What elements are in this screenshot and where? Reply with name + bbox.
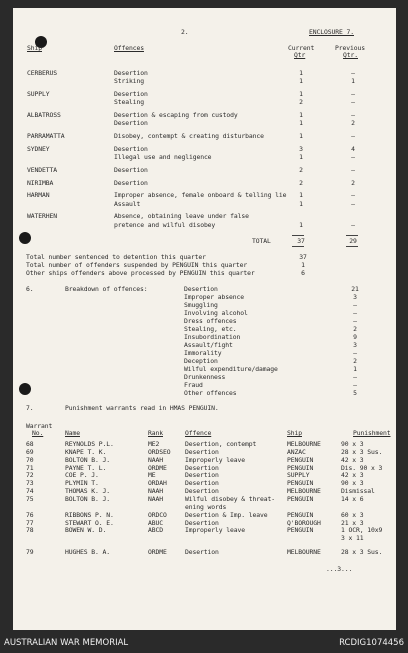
- punishment: 3 x 11: [341, 534, 364, 543]
- offence-category-count: 3: [353, 341, 357, 349]
- offence-text: Striking: [114, 77, 144, 86]
- warrant-no: 77: [26, 518, 34, 527]
- offender-ship: PENGUIN: [287, 463, 314, 472]
- previous-count: –: [351, 199, 355, 208]
- punch-hole: [19, 232, 31, 244]
- offender-rank: NAAH: [148, 494, 163, 503]
- offence-text: Absence, obtaining leave under false: [114, 212, 249, 221]
- offence-description: Desertion: [185, 487, 219, 496]
- offence-text: Desertion: [114, 144, 148, 153]
- col-header-offences: Offences: [114, 44, 144, 52]
- offender-name: KNAPE T. K.: [65, 447, 107, 456]
- current-count: 2: [299, 165, 303, 174]
- offence-text: Desertion: [114, 165, 148, 174]
- offence-description: Desertion: [185, 471, 219, 480]
- punishment: 21 x 3: [341, 518, 364, 527]
- punishment: Dis. 90 x 3: [341, 463, 383, 472]
- total-rule-current: [292, 235, 304, 236]
- current-count: 1: [299, 119, 303, 128]
- offender-name: BOLTON B. J.: [65, 455, 110, 464]
- current-count: 1: [299, 191, 303, 200]
- offender-ship: PENGUIN: [287, 494, 314, 503]
- offender-ship: MELBOURNE: [287, 440, 321, 448]
- offender-rank: NAAH: [148, 455, 163, 464]
- offence-category: Drunkenness: [184, 373, 226, 381]
- continuation-marker: ...3...: [326, 565, 353, 573]
- punishment: 90 x 3: [341, 479, 364, 488]
- offence-text: Desertion: [114, 90, 148, 98]
- ship-name: WATERHEN: [27, 212, 57, 221]
- offence-category-count: –: [353, 317, 357, 325]
- offence-text: pretence and wilful disobey: [114, 220, 216, 229]
- offence-category: Improper absence: [184, 293, 244, 301]
- current-count: 1: [299, 90, 303, 98]
- offender-name: PAYNE T. L.: [65, 463, 107, 472]
- enclosure-label: ENCLOSURE 7.: [309, 28, 354, 36]
- offender-rank: ORDAH: [148, 479, 167, 488]
- warrant-no: 72: [26, 471, 34, 480]
- total-underline-previous: [346, 246, 358, 247]
- previous-count: –: [351, 191, 355, 200]
- offender-rank: ORDME: [148, 463, 167, 472]
- previous-count: 4: [351, 144, 355, 153]
- col-header-previous-2: Qtr.: [343, 51, 358, 59]
- col-header-rank: Rank: [148, 429, 163, 437]
- punishment: 28 x 3 Sus.: [341, 548, 383, 557]
- previous-count: –: [351, 153, 355, 161]
- offender-rank: ORDME: [148, 548, 167, 557]
- offence-category: Involving alcohol: [184, 309, 248, 317]
- col-header-ship: Ship: [27, 44, 42, 52]
- previous-count: 2: [351, 178, 355, 187]
- current-count: 1: [299, 69, 303, 77]
- offence-text: Improper absence, female onboard & telling lie: [114, 191, 287, 200]
- offence-text: Illegal use and negligence: [114, 153, 212, 161]
- offender-rank: ABCD: [148, 526, 163, 535]
- current-count: 3: [299, 144, 303, 153]
- offence-category-count: 3: [353, 293, 357, 301]
- breakdown-number: 6.: [26, 285, 34, 293]
- offender-name: COE P. J.: [65, 471, 99, 480]
- offender-ship: PENGUIN: [287, 455, 314, 464]
- offence-category: Insubordination: [184, 333, 241, 341]
- offender-ship: MELBOURNE: [287, 548, 321, 557]
- offence-category: Assault/fight: [184, 341, 233, 349]
- offence-text: Disobey, contempt & creating disturbance: [114, 132, 264, 140]
- previous-count: 2: [351, 119, 355, 128]
- offender-name: RIBBONS P. N.: [65, 510, 114, 519]
- offence-category-count: –: [353, 309, 357, 317]
- previous-count: 1: [351, 77, 355, 86]
- ship-name: SYDNEY: [27, 144, 50, 153]
- offence-category: Other offences: [184, 389, 237, 397]
- warrant-no: 75: [26, 494, 34, 503]
- previous-count: –: [351, 132, 355, 140]
- ship-name: HARMAN: [27, 191, 50, 200]
- previous-count: –: [351, 98, 355, 107]
- offence-text: Desertion: [114, 69, 148, 77]
- current-count: 1: [299, 77, 303, 86]
- offence-category-count: 2: [353, 357, 357, 365]
- previous-count: –: [351, 90, 355, 98]
- offence-text: Stealing: [114, 98, 144, 107]
- punishment: 90 x 3: [341, 440, 364, 448]
- offence-description: Desertion: [185, 463, 219, 472]
- offence-text: Assault: [114, 199, 141, 208]
- offence-category: Desertion: [184, 285, 218, 293]
- punishment: 1 OCR, 10x9: [341, 526, 383, 535]
- offence-description: ening words: [185, 502, 227, 511]
- warrant-no: 68: [26, 440, 34, 448]
- offence-text: Desertion: [114, 178, 148, 187]
- total-underline-current: [292, 246, 304, 247]
- page-number: 2.: [181, 28, 189, 36]
- previous-count: –: [351, 220, 355, 229]
- current-count: 1: [299, 153, 303, 161]
- warrant-no: 69: [26, 447, 34, 456]
- offence-text: Desertion: [114, 119, 148, 128]
- offence-text: Desertion & escaping from custody: [114, 111, 238, 119]
- punishment: 14 x 6: [341, 494, 364, 503]
- col-header-warrant: Warrant: [26, 422, 53, 430]
- offender-name: PLYMIN T.: [65, 479, 99, 488]
- archive-footer: [0, 634, 408, 653]
- offence-category-count: 9: [353, 333, 357, 341]
- punishment: Dismissal: [341, 487, 375, 496]
- summary-value: 1: [301, 260, 305, 269]
- offender-ship: MELBOURNE: [287, 487, 321, 496]
- offence-category: Dress offences: [184, 317, 237, 325]
- warrant-no: 76: [26, 510, 34, 519]
- ship-name: SUPPLY: [27, 90, 50, 98]
- offence-description: Improperly leave: [185, 455, 245, 464]
- offence-description: Improperly leave: [185, 526, 245, 535]
- ship-name: VENDETTA: [27, 165, 57, 174]
- summary-label: Total number sentenced to detention this quarter: [26, 253, 206, 261]
- offender-ship: ANZAC: [287, 447, 306, 456]
- summary-label: Total number of offenders suspended by PENGUIN this quarter: [26, 260, 248, 269]
- current-count: 1: [299, 132, 303, 140]
- offence-category-count: –: [353, 349, 357, 357]
- punishment: 42 x 3: [341, 471, 364, 480]
- offence-description: Desertion: [185, 479, 219, 488]
- col-header-name: Name: [65, 429, 80, 437]
- offence-category: Wilful expenditure/damage: [184, 365, 278, 373]
- offender-name: THOMAS K. J.: [65, 487, 110, 496]
- offender-rank: ME2: [148, 440, 160, 448]
- offender-name: HUGHES B. A.: [65, 548, 110, 557]
- current-count: 1: [299, 199, 303, 208]
- punishment: 28 x 3 Sus.: [341, 447, 383, 456]
- ship-name: NIRIMBA: [27, 178, 54, 187]
- section-7-title: Punishment warrants read in HMAS PENGUIN.: [65, 404, 219, 412]
- summary-label: Other ships offenders above processed by PENGUIN this quarter: [26, 268, 255, 277]
- previous-count: –: [351, 69, 355, 77]
- offender-ship: PENGUIN: [287, 526, 314, 535]
- offender-rank: ORDSEO: [148, 447, 171, 456]
- col-header-current: Current: [288, 44, 315, 52]
- offence-category-count: 5: [353, 389, 357, 397]
- section-7-number: 7.: [26, 404, 34, 412]
- offender-ship: PENGUIN: [287, 479, 314, 488]
- col-header-no: No.: [32, 429, 44, 437]
- warrant-no: 73: [26, 479, 34, 488]
- offender-rank: ABUC: [148, 518, 163, 527]
- offence-category: Immorality: [184, 349, 222, 357]
- col-header-current-2: Qtr: [294, 51, 306, 59]
- total-label: TOTAL: [252, 237, 271, 246]
- summary-value: 37: [299, 253, 307, 261]
- offence-description: Desertion: [185, 518, 219, 527]
- archive-name: AUSTRALIAN WAR MEMORIAL: [4, 638, 129, 648]
- ship-name: ALBATROSS: [27, 111, 61, 119]
- current-count: 1: [299, 111, 303, 119]
- warrant-no: 70: [26, 455, 34, 464]
- offence-description: Wilful disobey & threat-: [185, 494, 275, 503]
- offence-category-count: –: [353, 373, 357, 381]
- punishment: 42 x 3: [341, 455, 364, 464]
- offence-category-count: 1: [353, 365, 357, 373]
- col-header-previous: Previous: [335, 44, 365, 52]
- offender-name: REYNOLDS P.L.: [65, 440, 114, 448]
- warrant-no: 74: [26, 487, 34, 496]
- offender-name: STEWART O. E.: [65, 518, 114, 527]
- offender-name: BOWEN W. D.: [65, 526, 107, 535]
- col-header-ship: Ship: [287, 429, 302, 437]
- offence-category-count: –: [353, 301, 357, 309]
- offence-category: Stealing, etc.: [184, 325, 237, 333]
- total-previous: 29: [349, 237, 357, 246]
- offence-description: Desertion: [185, 447, 219, 456]
- offence-category: Deception: [184, 357, 218, 365]
- offender-name: BOLTON B. J.: [65, 494, 110, 503]
- warrant-no: 71: [26, 463, 34, 472]
- warrant-no: 79: [26, 548, 34, 557]
- previous-count: –: [351, 165, 355, 174]
- col-header-punishment: Punishment: [353, 429, 391, 437]
- document-page: [13, 8, 396, 630]
- previous-count: –: [351, 111, 355, 119]
- summary-value: 6: [301, 268, 305, 277]
- offence-description: Desertion: [185, 548, 219, 557]
- ship-name: CERBERUS: [27, 69, 57, 77]
- offender-rank: NAAH: [148, 487, 163, 496]
- punch-hole: [19, 383, 31, 395]
- current-count: 2: [299, 98, 303, 107]
- offence-description: Desertion, contempt: [185, 440, 257, 448]
- total-current: 37: [297, 237, 305, 246]
- offender-ship: Q'BOROUGH: [287, 518, 321, 527]
- breakdown-title: Breakdown of offences:: [65, 285, 148, 293]
- col-header-offence: Offence: [185, 429, 212, 437]
- offence-category-count: 2: [353, 325, 357, 333]
- punishment: 60 x 3: [341, 510, 364, 519]
- warrant-no: 78: [26, 526, 34, 535]
- offence-category: Smuggling: [184, 301, 218, 309]
- current-count: 2: [299, 178, 303, 187]
- offence-description: Desertion & Imp. leave: [185, 510, 268, 519]
- ship-name: PARRAMATTA: [27, 132, 65, 140]
- total-rule-previous: [346, 235, 358, 236]
- offender-ship: PENGUIN: [287, 510, 314, 519]
- archive-reference: RCDIG1074456: [339, 638, 404, 648]
- offence-category-count: –: [353, 381, 357, 389]
- offender-rank: ME: [148, 471, 156, 480]
- offender-ship: SUPPLY: [287, 471, 310, 480]
- offence-category: Fraud: [184, 381, 203, 389]
- offence-category-count: 21: [351, 285, 359, 293]
- offender-rank: ORDCO: [148, 510, 167, 519]
- current-count: 1: [299, 220, 303, 229]
